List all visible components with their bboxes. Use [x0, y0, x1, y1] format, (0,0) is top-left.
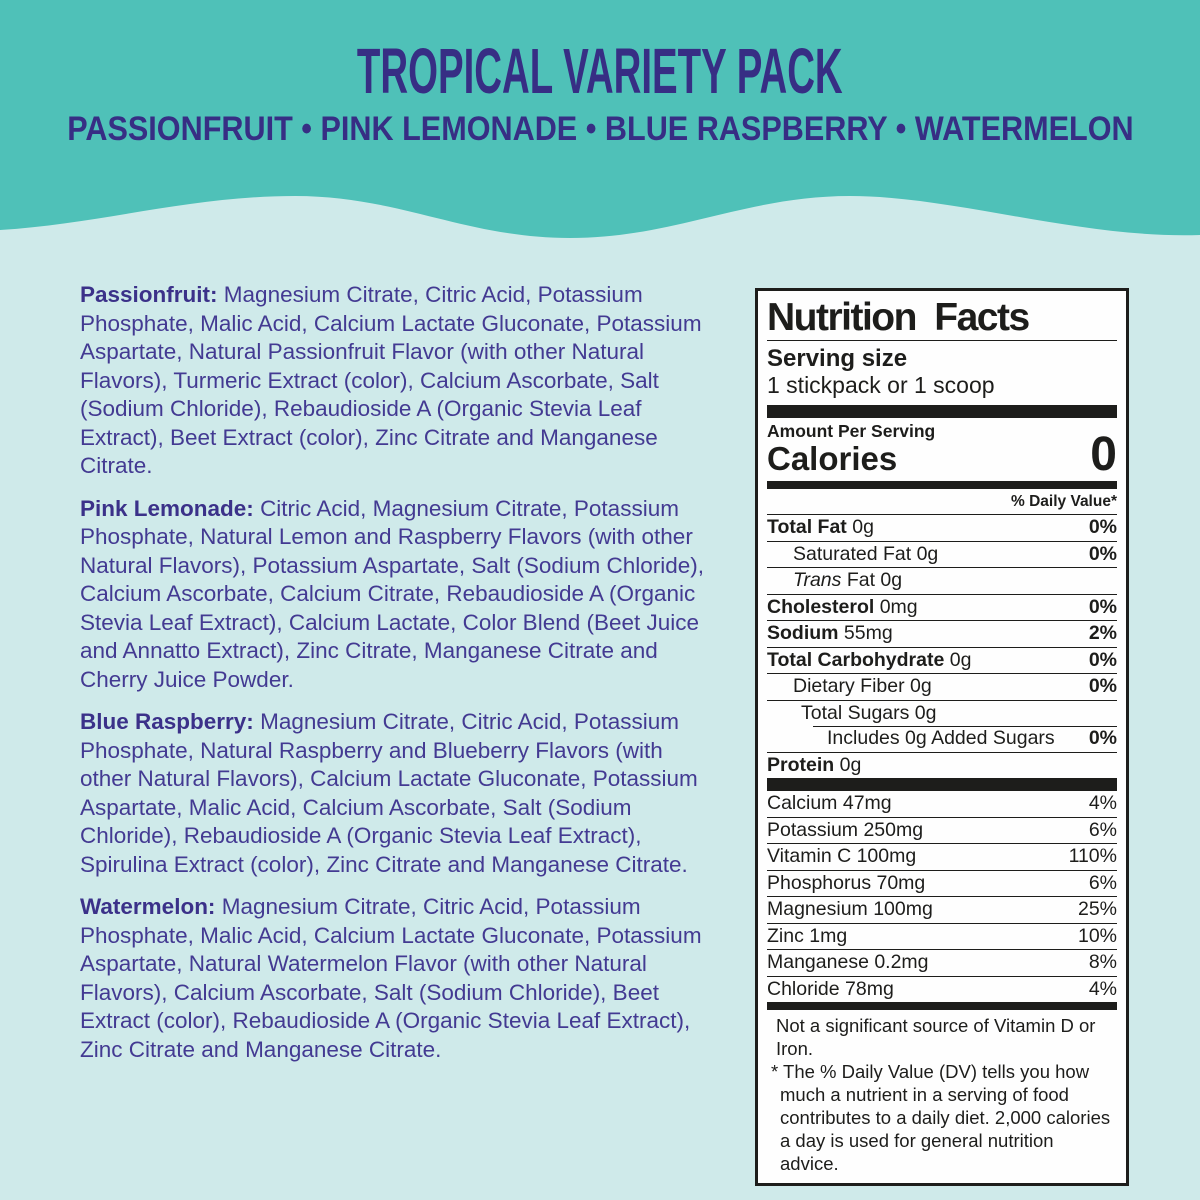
medium-rule [767, 1002, 1117, 1010]
nutrient-row-cholesterol: Cholesterol 0mg 0% [767, 594, 1117, 621]
thick-rule [767, 778, 1117, 791]
ingredient-paragraph-blue-raspberry [80, 708, 714, 879]
flavor-list-subtitle [0, 112, 1200, 146]
calories-label: Calories [767, 440, 898, 477]
flavor-name: Passionfruit: [80, 282, 218, 307]
ingredient-paragraph-pink-lemonade [80, 495, 714, 695]
nutrient-row-dietary-fiber: Dietary Fiber 0g 0% [767, 673, 1117, 700]
footnote-no-significant-source: Not a significant source of Vitamin D or Iron. [776, 1015, 1096, 1059]
page-title [0, 0, 1200, 107]
micronutrient-row-potassium: Potassium 250mg 6% [767, 817, 1117, 844]
flavor-name: Watermelon: [80, 894, 216, 919]
nutrient-row-total-sugars: Total Sugars 0g [767, 700, 1117, 727]
flavor-list-text: PASSIONFRUIT • PINK LEMONADE • BLUE RASPBERRY • WATERMELON [66, 110, 1134, 148]
ingredient-text: Magnesium Citrate, Citric Acid, Potassium Phosphate, Natural Raspberry and Blueberry Flavors (with other Natural Flavors), Calcium Lactate Gluconate, Potassium Aspartate, Malic Acid, Calcium Ascorbate, Salt (Sodium Chloride), Rebaudioside A (Organic Stevia Leaf Extract), Spirulina Extract (color), Zinc Citrate and Manganese Citrate. [80, 709, 698, 877]
micronutrient-row-zinc: Zinc 1mg 10% [767, 923, 1117, 950]
micronutrient-row-magnesium: Magnesium 100mg 25% [767, 896, 1117, 923]
ingredient-text: Magnesium Citrate, Citric Acid, Potassium Phosphate, Malic Acid, Calcium Lactate Gluconate, Potassium Aspartate, Natural Passionfruit Flavor (with other Natural Flavors), Turmeric Extract (color), Calcium Ascorbate, Salt (Sodium Chloride), Rebaudioside A (Organic Stevia Leaf Extract), Beet Extract (color), Zinc Citrate and Manganese Citrate. [80, 282, 702, 478]
micronutrient-row-vitamin-c: Vitamin C 100mg 110% [767, 843, 1117, 870]
ingredient-paragraph-watermelon [80, 893, 714, 1064]
micronutrient-row-chloride: Chloride 78mg 4% [767, 976, 1117, 1003]
micronutrient-row-calcium: Calcium 47mg 4% [767, 792, 1117, 814]
calories-value: 0 [1090, 428, 1117, 481]
nutrient-row-trans-fat: Trans Fat 0g [767, 567, 1117, 594]
amount-per-serving-label: Amount Per Serving [767, 421, 936, 441]
wave-divider [0, 168, 1200, 248]
nutrient-row-added-sugars: Includes 0g Added Sugars 0% [767, 726, 1117, 752]
header-band [0, 0, 1200, 168]
medium-rule [767, 481, 1117, 489]
flavor-name: Pink Lemonade: [80, 495, 254, 521]
serving-size-value: 1 stickpack or 1 scoop [767, 372, 995, 398]
nutrition-facts-title: Nutrition Facts [767, 296, 1117, 341]
nutrient-row-total-fat: Total Fat 0g 0% [767, 514, 1117, 541]
nutrient-row-protein: Protein 0g [767, 752, 1117, 779]
micronutrient-row-manganese: Manganese 0.2mg 8% [767, 949, 1117, 976]
daily-value-header: % Daily Value* [1011, 493, 1117, 510]
nutrient-row-total-carbohydrate: Total Carbohydrate 0g 0% [767, 647, 1117, 674]
ingredients-section [80, 281, 714, 1078]
nutrient-row-saturated-fat: Saturated Fat 0g 0% [767, 541, 1117, 568]
micronutrient-row-phosphorus: Phosphorus 70mg 6% [767, 870, 1117, 897]
flavor-name: Blue Raspberry: [80, 709, 254, 734]
footnote-daily-value: * The % Daily Value (DV) tells you how much a nutrient in a serving of food contributes to a daily diet. 2,000 calories a day is used for general nutrition advice. [771, 1061, 1111, 1174]
nutrition-facts-panel [755, 288, 1129, 1186]
serving-size-label: Serving size [767, 345, 908, 372]
ingredient-paragraph-passionfruit [80, 281, 714, 481]
page-title-text: TROPICAL VARIETY PACK [357, 35, 843, 107]
footnote-block [767, 1010, 1117, 1175]
nutrient-row-sodium: Sodium 55mg 2% [767, 620, 1117, 647]
thick-rule [767, 405, 1117, 418]
ingredient-text: Citric Acid, Magnesium Citrate, Potassium Phosphate, Natural Lemon and Raspberry Flavors (with other Natural Flavors), Potassium Aspartate, Salt (Sodium Chloride), Calcium Ascorbate, Calcium Citrate, Rebaudioside A (Organic Stevia Leaf Extract), Calcium Lactate, Color Blend (Beet Juice and Annatto Extract), Zinc Citrate, Manganese Citrate and Cherry Juice Powder. [80, 495, 704, 692]
ingredient-text: Magnesium Citrate, Citric Acid, Potassium Phosphate, Malic Acid, Calcium Lactate Gluconate, Potassium Aspartate, Natural Watermelon Flavor (with other Natural Flavors), Calcium Ascorbate, Salt (Sodium Chloride), Beet Extract (color), Rebaudioside A (Organic Stevia Leaf Extract), Zinc Citrate and Manganese Citrate. [80, 894, 702, 1062]
serving-size-block [767, 341, 1117, 405]
calories-block [767, 418, 1117, 481]
